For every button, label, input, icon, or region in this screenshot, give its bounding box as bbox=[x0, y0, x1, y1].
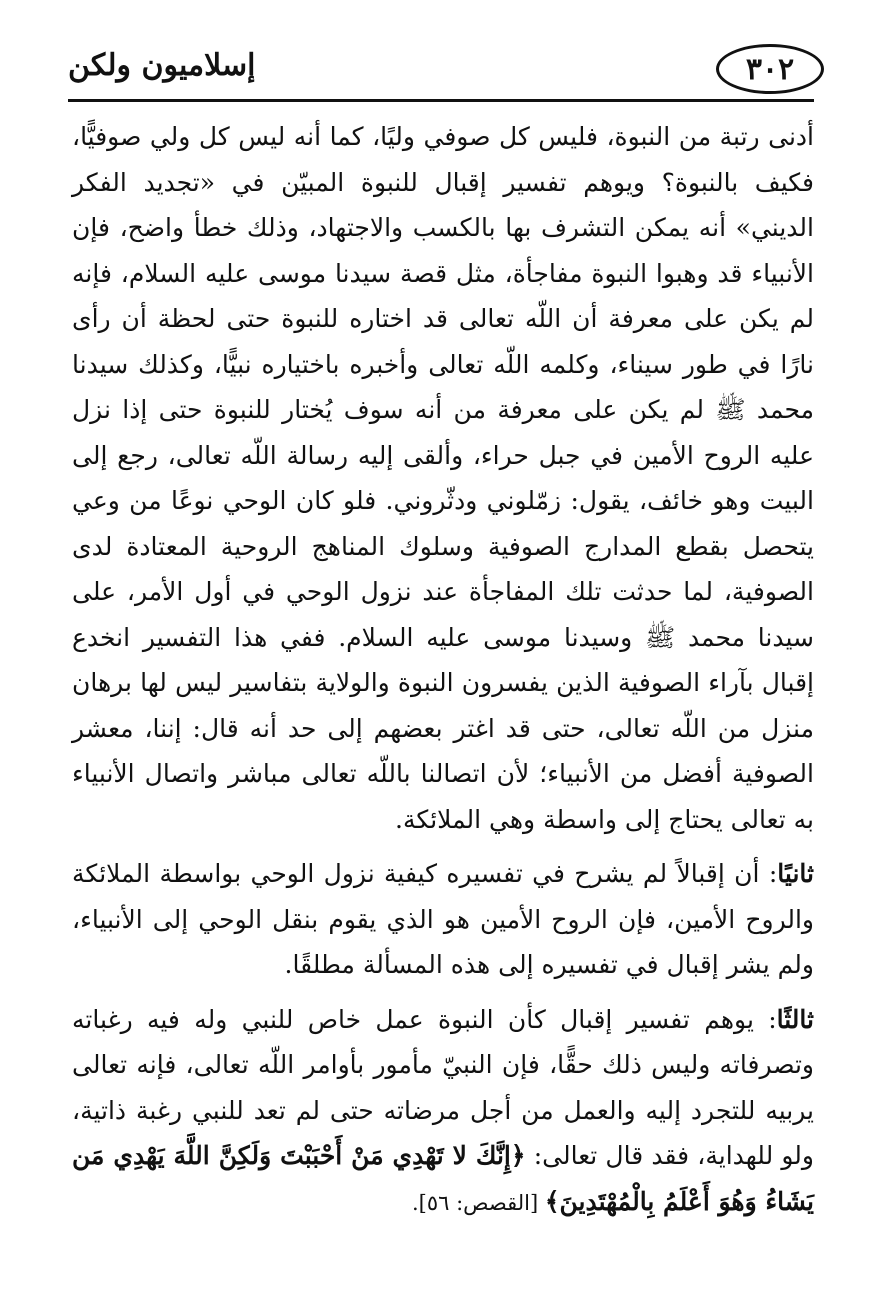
paragraph-2-lead: ثانيًا bbox=[777, 859, 814, 888]
paragraph-1 bbox=[72, 114, 814, 842]
paragraph-2 bbox=[72, 851, 814, 988]
page-number: ٣٠٢ bbox=[716, 44, 824, 94]
paragraph-2-text: : أن إقبالاً لم يشرح في تفسيره كيفية نزول الوحي بواسطة الملائكة والروح الأمين، فإن الروح الأمين هو الذي يقوم بنقل الوحي إلى الأنبياء، ولم يشر إقبال في تفسيره إلى هذه المسألة مطلقًا. bbox=[72, 859, 814, 979]
paragraph-3 bbox=[72, 997, 814, 1227]
page-body bbox=[72, 114, 814, 1226]
header-divider bbox=[68, 99, 814, 102]
quran-verse: ﴿إِنَّكَ لا تَهْدِي مَنْ أَحْبَبْتَ وَلَكِنَّ اللَّهَ يَهْدِي مَن يَشَاءُ وَهُوَ أَعْلَمُ بِالْمُهْتَدِينَ﴾ bbox=[72, 1141, 814, 1216]
page-header bbox=[68, 38, 824, 98]
verse-citation: [القصص: ٥٦]. bbox=[411, 1190, 545, 1215]
paragraph-3-lead: ثالثًا bbox=[776, 1004, 814, 1034]
paragraph-3-text: : يوهم تفسير إقبال كأن النبوة عمل خاص للنبي وله فيه رغباته وتصرفاته وليس ذلك حقًّا، فإن النبيّ مأمور بأوامر اللّه تعالى، فإنه تعالى يربيه للتجرد إليه والعمل من أجل مرضاته حتى لم تعد للنبي رغبة ذاتية، ولو للهداية، فقد قال تعالى: bbox=[72, 1004, 814, 1170]
paragraph-1-text: أدنى رتبة من النبوة، فليس كل صوفي وليًا، كما أنه ليس كل ولي صوفيًّا، فكيف بالنبوة؟ ويوهم تفسير إقبال للنبوة المبيّن في «تجديد الفكر الديني» أنه يمكن التشرف بها بالكسب والاجتهاد، وذلك خطأ واضح، فإن الأنبياء قد وهبوا النبوة مفاجأة، مثل قصة سيدنا موسى عليه السلام، فإنه لم يكن على معرفة أن اللّه تعالى قد اختاره للنبوة حتى لحظة أن رأى نارًا في طور سيناء، وكلمه اللّه تعالى وأخبره باختياره نبيًّا، وكذلك سيدنا محمد ﷺ لم يكن على معرفة من أنه سوف يُختار للنبوة حتى إذا نزل عليه الروح الأمين في جبل حراء، وألقى إليه رسالة اللّه تعالى، رجع إلى البيت وهو خائف، يقول: زمّلوني ودثّروني. فلو كان الوحي نوعًا من وعي يتحصل بقطع المدارج الصوفية وسلوك المناهج الروحية المعتادة لدى الصوفية، لما حدثت تلك المفاجأة عند نزول الوحي في أول الأمر، على سيدنا محمد ﷺ وسيدنا موسى عليه السلام. ففي هذا التفسير انخدع إقبال بآراء الصوفية الذين يفسرون النبوة والولاية بتفاسير ليس لها برهان منزل من اللّه تعالى، حتى قد اغتر بعضهم إلى حد أنه قال: إننا، معشر الصوفية أفضل من الأنبياء؛ لأن اتصالنا باللّه تعالى مباشر واتصال الأنبياء به تعالى يحتاج إلى واسطة وهي الملائكة. bbox=[72, 122, 814, 834]
running-title: إسلاميون ولكن bbox=[68, 48, 256, 83]
